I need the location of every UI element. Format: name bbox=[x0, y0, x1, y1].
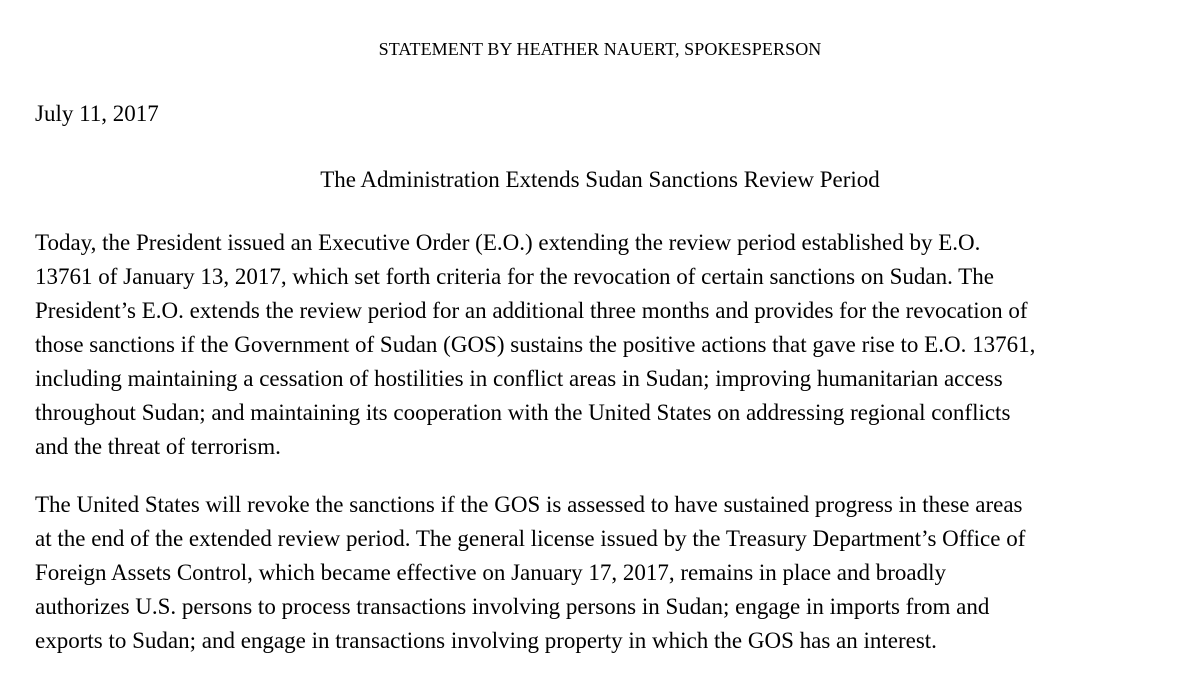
body-paragraph-1 bbox=[35, 226, 1195, 464]
statement-title: The Administration Extends Sudan Sanctions Review Period bbox=[320, 167, 880, 192]
paragraph-line: and the threat of terrorism. bbox=[35, 434, 281, 459]
body-paragraph-2 bbox=[35, 488, 1195, 658]
statement-date: July 11, 2017 bbox=[35, 101, 159, 126]
paragraph-line: The United States will revoke the sanctions if the GOS is assessed to have sustained progress in these areas bbox=[35, 492, 1023, 517]
statement-heading: STATEMENT BY HEATHER NAUERT, SPOKESPERSON bbox=[378, 39, 822, 59]
paragraph-line: exports to Sudan; and engage in transactions involving property in which the GOS has an interest. bbox=[35, 628, 937, 653]
paragraph-line: President’s E.O. extends the review period for an additional three months and provides for the revocation of bbox=[35, 298, 1028, 323]
paragraph-line: Today, the President issued an Executive Order (E.O.) extending the review period established by E.O. bbox=[35, 230, 981, 255]
paragraph-line: 13761 of January 13, 2017, which set forth criteria for the revocation of certain sanctions on Sudan. The bbox=[35, 264, 994, 289]
paragraph-line: authorizes U.S. persons to process transactions involving persons in Sudan; engage in imports from and bbox=[35, 594, 990, 619]
paragraph-line: those sanctions if the Government of Sudan (GOS) sustains the positive actions that gave rise to E.O. 13761, bbox=[35, 332, 1036, 357]
paragraph-line: Foreign Assets Control, which became effective on January 17, 2017, remains in place and broadly bbox=[35, 560, 947, 585]
paragraph-line: throughout Sudan; and maintaining its cooperation with the United States on addressing regional conflicts bbox=[35, 400, 1011, 425]
paragraph-line: at the end of the extended review period. The general license issued by the Treasury Department’s Office of bbox=[35, 526, 1026, 551]
paragraph-line: including maintaining a cessation of hostilities in conflict areas in Sudan; improving humanitarian access bbox=[35, 366, 1003, 391]
